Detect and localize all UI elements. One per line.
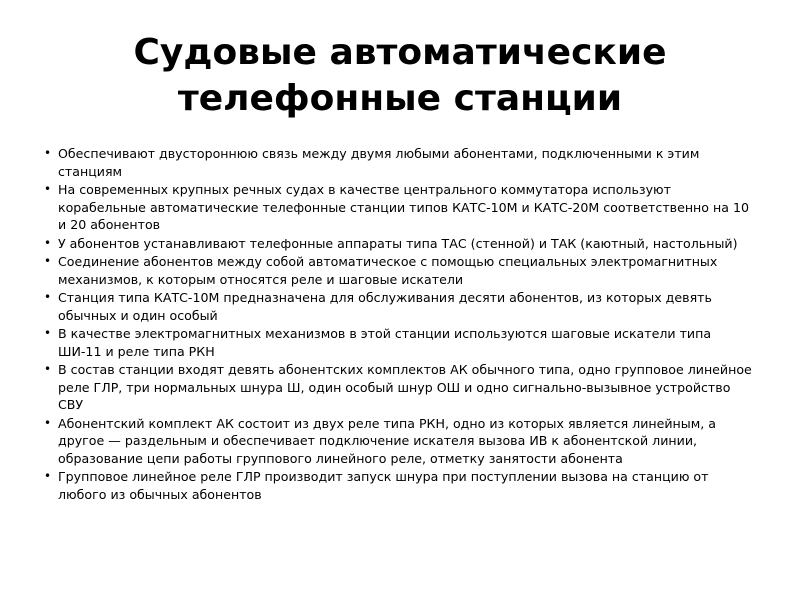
bullet-item — [42, 253, 754, 288]
slide-title-line-1: Судовые автоматические — [133, 32, 667, 73]
bullet-text: Соединение абонентов между собой автоматическое с помощью специальных электромагнитных механизмов, к которым относятся реле и шаговые искатели — [58, 254, 718, 287]
bullet-text: Обеспечивают двустороннюю связь между двумя любыми абонентами, подключенными к этим станциям — [58, 146, 700, 179]
bullet-dot-icon: • — [44, 182, 52, 196]
bullet-text: В качестве электромагнитных механизмов в этой станции используются шаговые искатели типа ШИ-11 и реле типа РКН — [58, 326, 712, 359]
bullet-dot-icon: • — [44, 254, 52, 268]
bullet-item — [42, 289, 754, 324]
slide-title — [0, 30, 800, 122]
bullet-item — [42, 468, 754, 503]
bullet-dot-icon: • — [44, 146, 52, 160]
bullet-text: Абонентский комплект АК состоит из двух реле типа РКН, одно из которых является линейным, а другое — раздельным и обеспечивает подключение искателя вызова ИВ к абонентской линии, образование цепи работы группового линейного реле, отметку занятости абонента — [58, 415, 716, 466]
bullet-text: На современных крупных речных судах в качестве центрального коммутатора используют корабельные автоматические телефонные станции типов КАТС-10М и КАТС-20М соответственно на 10 и 20 абонентов — [58, 182, 749, 232]
bullet-item — [42, 181, 754, 234]
bullet-dot-icon: • — [44, 415, 52, 430]
bullet-text: Станция типа КАТС-10М предназначена для обслуживания десяти абонентов, из которых девять обычных и один особый — [58, 290, 712, 323]
bullet-dot-icon: • — [44, 235, 52, 250]
bullet-list — [42, 145, 754, 504]
bullet-text: У абонентов устанавливают телефонные аппараты типа ТАС (стенной) и ТАК (каютный, настольный) — [58, 235, 738, 251]
bullet-item — [42, 235, 754, 253]
bullet-dot-icon: • — [44, 326, 52, 340]
bullet-dot-icon: • — [44, 362, 52, 376]
slide-title-line-2: телефонные станции — [177, 78, 623, 119]
bullet-text: В состав станции входят девять абонентских комплектов АК обычного типа, одно групповое линейное реле ГЛР, три нормальных шнура Ш, один особый шнур ОШ и одно сигнально-вызывное устройство СВУ — [58, 362, 752, 412]
bullet-text: Групповое линейное реле ГЛР производит запуск шнура при поступлении вызова на станцию от любого из обычных абонентов — [58, 469, 709, 502]
bullet-dot-icon: • — [44, 469, 52, 483]
bullet-dot-icon: • — [44, 290, 52, 304]
bullet-item — [42, 361, 754, 414]
bullet-item — [42, 415, 754, 468]
bullet-item — [42, 145, 754, 180]
bullet-item — [42, 325, 754, 360]
